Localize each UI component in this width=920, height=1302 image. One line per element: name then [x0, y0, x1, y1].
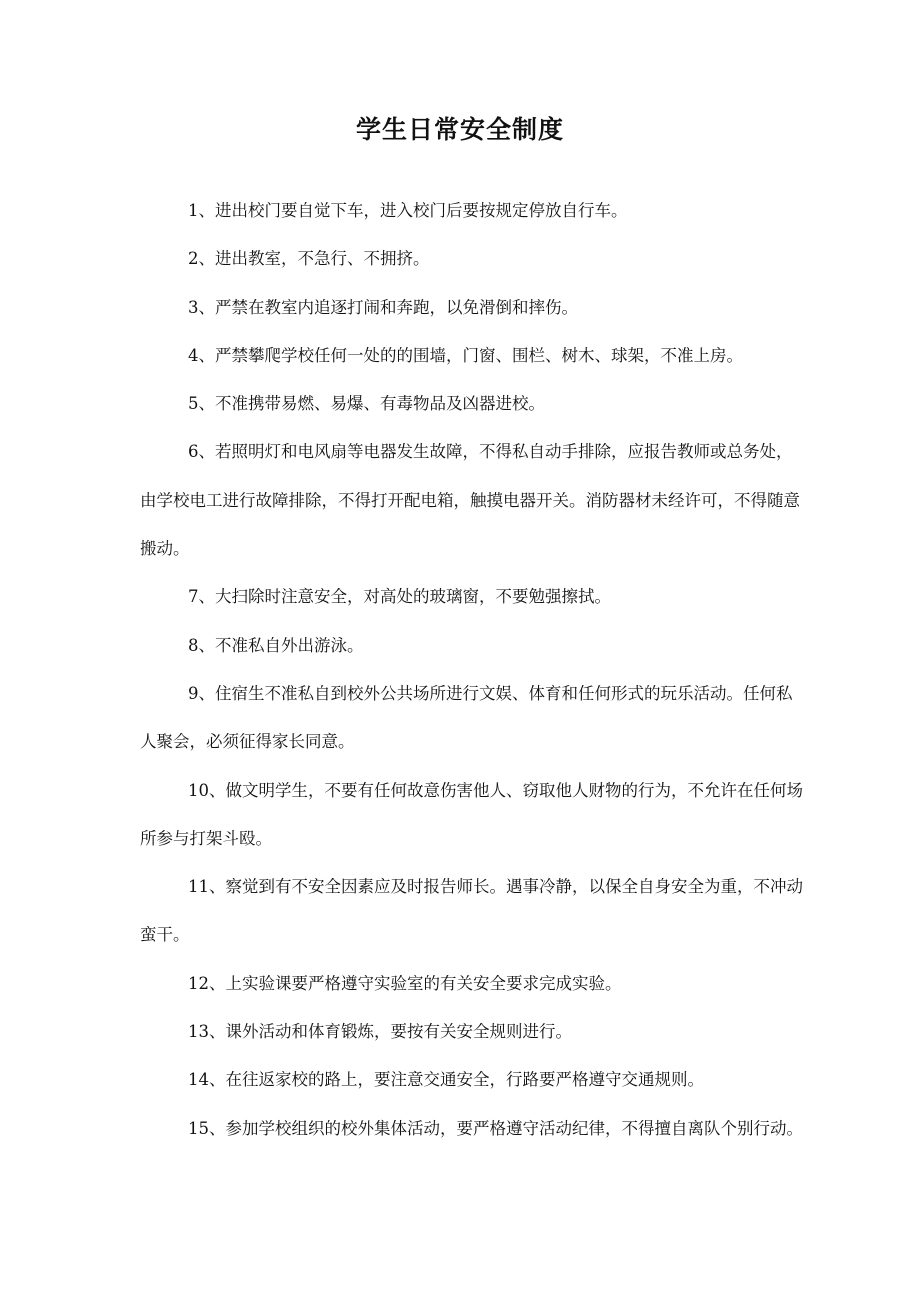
rule-item-2: 2、进出教室，不急行、不拥挤。: [188, 249, 430, 269]
rule-item-10: 10、做文明学生，不要有任何故意伤害他人、窃取他人财物的行为，不允许在任何场所参与打架斗殴。: [140, 780, 803, 848]
rule-item-12: 12、上实验课要严格遵守实验室的有关安全要求完成实验。: [188, 973, 622, 993]
rule-item-4: 4、严禁攀爬学校任何一处的的围墙，门窗、围栏、树木、球架，不准上房。: [188, 345, 743, 365]
rule-item-14: 14、在往返家校的路上，要注意交通安全，行路要严格遵守交通规则。: [188, 1070, 704, 1090]
rule-item-11: 11、察觉到有不安全因素应及时报告师长。遇事冷静，以保全自身安全为重，不冲动蛮干。: [140, 877, 803, 945]
rule-item-13: 13、课外活动和体育锻炼，要按有关安全规则进行。: [188, 1022, 572, 1042]
rule-item-15: 15、参加学校组织的校外集体活动，要严格遵守活动纪律，不得擅自离队个别行动。: [188, 1118, 803, 1138]
rule-item-9: 9、住宿生不准私自到校外公共场所进行文娱、体育和任何形式的玩乐活动。任何私人聚会，必须征得家长同意。: [140, 683, 793, 752]
rule-item-6: 6、若照明灯和电风扇等电器发生故障，不得私自动手排除，应报告教师或总务处，由学校电工进行故障排除，不得打开配电箱，触摸电器开关。消防器材未经许可，不得随意搬动。: [140, 442, 800, 559]
rule-item-1: 1、进出校门要自觉下车，进入校门后要按规定停放自行车。: [188, 201, 628, 220]
page-title: 学生日常安全制度: [355, 115, 564, 144]
rule-item-3: 3、严禁在教室内追逐打闹和奔跑，以免滑倒和摔伤。: [188, 297, 578, 317]
rule-item-8: 8、不准私自外出游泳。: [188, 635, 364, 655]
rule-item-5: 5、不准携带易燃、易爆、有毒物品及凶器进校。: [188, 394, 545, 414]
document-body: [140, 187, 805, 1153]
rule-item-7: 7、大扫除时注意安全，对高处的玻璃窗，不要勉强擦拭。: [188, 587, 611, 607]
